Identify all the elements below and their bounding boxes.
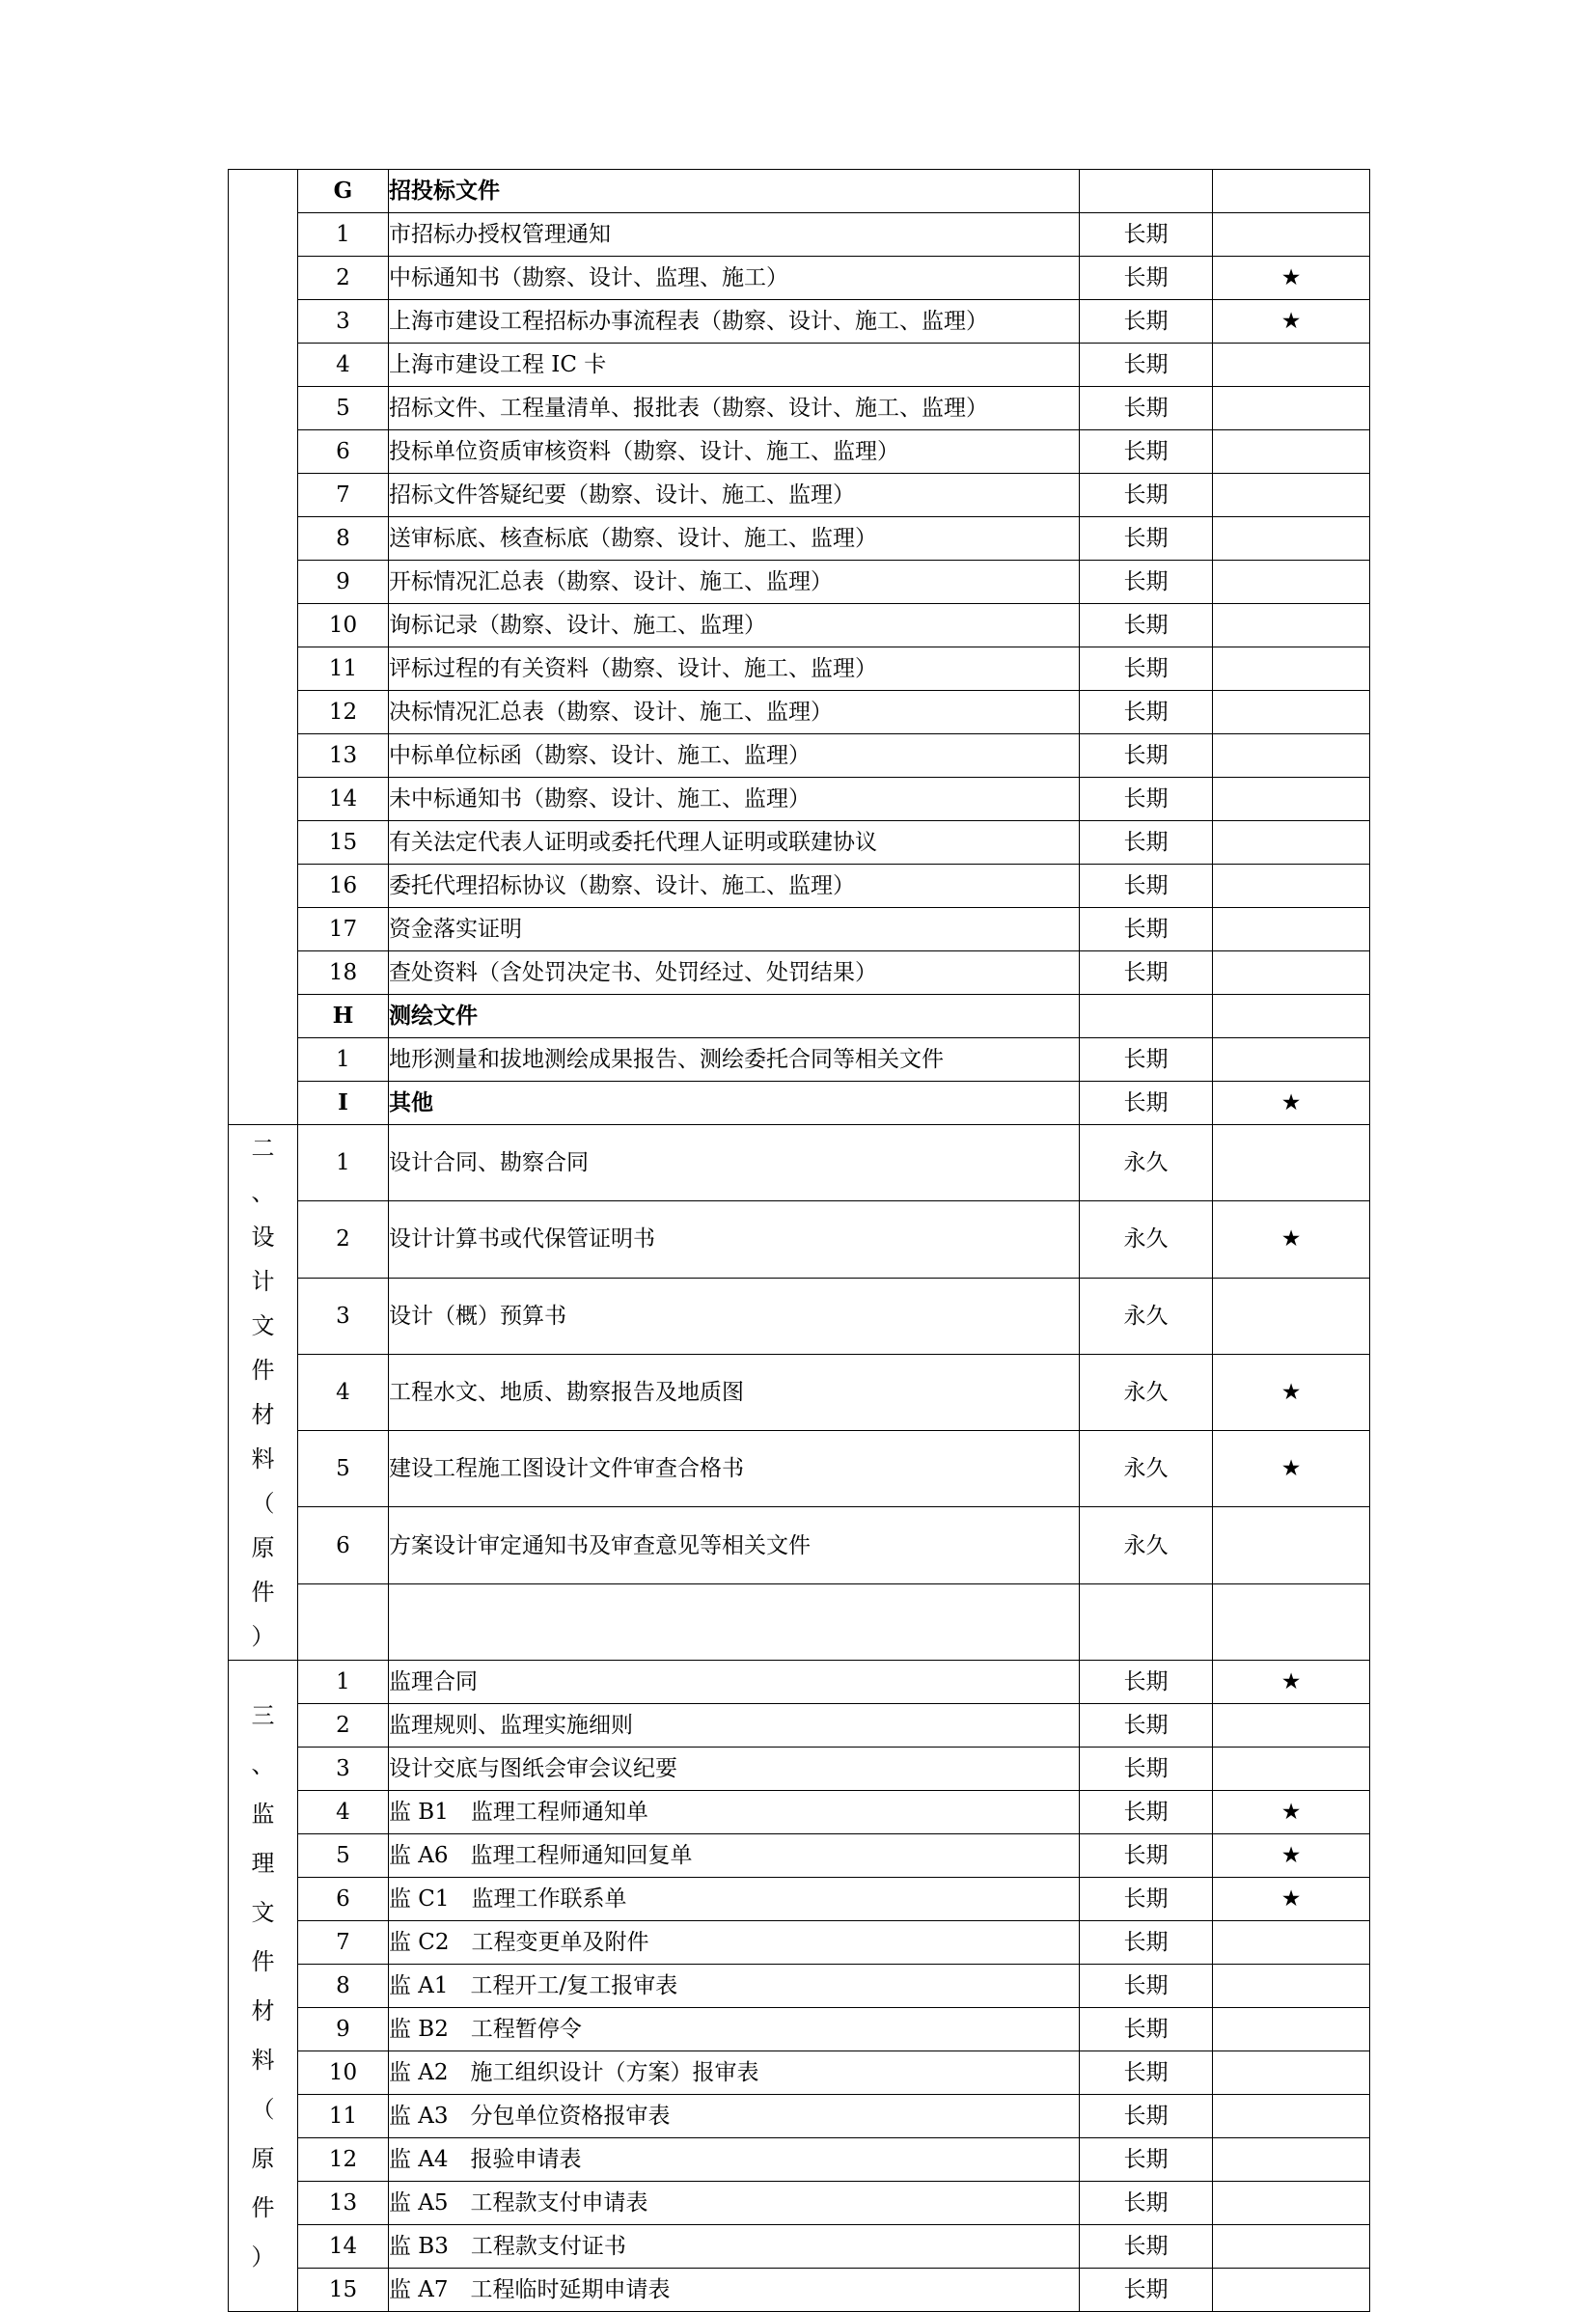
key-mark <box>1213 2138 1370 2182</box>
item-title: 监理合同 <box>389 1661 1080 1704</box>
table-row <box>229 2095 1370 2138</box>
retention-period: 长期 <box>1080 2269 1213 2312</box>
item-title: 工程水文、地质、勘察报告及地质图 <box>389 1354 1080 1430</box>
item-number: 5 <box>298 1834 389 1878</box>
table-row <box>229 1507 1370 1583</box>
key-mark <box>1213 387 1370 430</box>
item-title: 设计计算书或代保管证明书 <box>389 1201 1080 1278</box>
section-label-cell <box>229 1661 298 2312</box>
table-row <box>229 430 1370 474</box>
key-mark <box>1213 517 1370 561</box>
retention-period: 长期 <box>1080 1921 1213 1965</box>
retention-period: 长期 <box>1080 1704 1213 1748</box>
table-row <box>229 2269 1370 2312</box>
item-title: 测绘文件 <box>389 995 1080 1038</box>
key-mark <box>1213 2269 1370 2312</box>
key-mark: ★ <box>1213 1791 1370 1834</box>
retention-period: 长期 <box>1080 1791 1213 1834</box>
retention-period: 长期 <box>1080 1834 1213 1878</box>
key-mark <box>1213 213 1370 257</box>
retention-period: 长期 <box>1080 1661 1213 1704</box>
retention-period: 长期 <box>1080 474 1213 517</box>
section-label: 二 、 设 计 文 件 材 料 （ 原 件 ） <box>251 1135 275 1650</box>
table-row <box>229 1748 1370 1791</box>
retention-period: 长期 <box>1080 2138 1213 2182</box>
key-mark <box>1213 170 1370 213</box>
item-title: 地形测量和拔地测绘成果报告、测绘委托合同等相关文件 <box>389 1038 1080 1082</box>
item-number: 18 <box>298 951 389 995</box>
item-title: 监 A6 监理工程师通知回复单 <box>389 1834 1080 1878</box>
retention-period: 永久 <box>1080 1431 1213 1507</box>
key-mark: ★ <box>1213 1201 1370 1278</box>
item-title: 招投标文件 <box>389 170 1080 213</box>
group-header-row <box>229 995 1370 1038</box>
item-title: 监 A3 分包单位资格报审表 <box>389 2095 1080 2138</box>
item-number: 11 <box>298 2095 389 2138</box>
item-number: 4 <box>298 344 389 387</box>
retention-period: 长期 <box>1080 344 1213 387</box>
retention-period: 长期 <box>1080 821 1213 865</box>
item-title: 决标情况汇总表（勘察、设计、施工、监理） <box>389 691 1080 734</box>
item-number: 12 <box>298 2138 389 2182</box>
retention-period: 永久 <box>1080 1201 1213 1278</box>
item-number: G <box>298 170 389 213</box>
item-number: 11 <box>298 647 389 691</box>
retention-period: 长期 <box>1080 1748 1213 1791</box>
table-row <box>229 1791 1370 1834</box>
table-row <box>229 865 1370 908</box>
item-number: 6 <box>298 430 389 474</box>
table-row <box>229 2182 1370 2225</box>
key-mark <box>1213 1704 1370 1748</box>
item-number: 6 <box>298 1507 389 1583</box>
retention-period: 永久 <box>1080 1507 1213 1583</box>
item-title: 监 B3 工程款支付证书 <box>389 2225 1080 2269</box>
item-title: 委托代理招标协议（勘察、设计、施工、监理） <box>389 865 1080 908</box>
item-number: 4 <box>298 1791 389 1834</box>
key-mark <box>1213 604 1370 647</box>
item-title <box>389 1583 1080 1660</box>
section-label: 三 、 监 理 文 件 材 料 （ 原 件 ） <box>251 1701 275 2271</box>
item-title: 方案设计审定通知书及审查意见等相关文件 <box>389 1507 1080 1583</box>
table-row <box>229 1834 1370 1878</box>
item-title: 设计（概）预算书 <box>389 1278 1080 1354</box>
table-row <box>229 561 1370 604</box>
item-title: 招标文件答疑纪要（勘察、设计、施工、监理） <box>389 474 1080 517</box>
table-row <box>229 1354 1370 1430</box>
item-number: 7 <box>298 474 389 517</box>
item-number: I <box>298 1082 389 1125</box>
item-number: 5 <box>298 1431 389 1507</box>
item-title: 监 B1 监理工程师通知单 <box>389 1791 1080 1834</box>
key-mark <box>1213 734 1370 778</box>
item-number: 8 <box>298 517 389 561</box>
item-title: 监 A1 工程开工/复工报审表 <box>389 1965 1080 2008</box>
item-number: 3 <box>298 300 389 344</box>
table-row <box>229 1704 1370 1748</box>
item-number: 9 <box>298 2008 389 2051</box>
key-mark <box>1213 1507 1370 1583</box>
item-number: 3 <box>298 1748 389 1791</box>
retention-period: 长期 <box>1080 734 1213 778</box>
item-title: 询标记录（勘察、设计、施工、监理） <box>389 604 1080 647</box>
item-title: 评标过程的有关资料（勘察、设计、施工、监理） <box>389 647 1080 691</box>
key-mark: ★ <box>1213 1431 1370 1507</box>
key-mark <box>1213 951 1370 995</box>
table-row <box>229 1878 1370 1921</box>
retention-period: 长期 <box>1080 778 1213 821</box>
table-row <box>229 2051 1370 2095</box>
item-title: 建设工程施工图设计文件审查合格书 <box>389 1431 1080 1507</box>
item-title: 上海市建设工程 IC 卡 <box>389 344 1080 387</box>
key-mark <box>1213 2182 1370 2225</box>
retention-period: 长期 <box>1080 257 1213 300</box>
item-title: 监理规则、监理实施细则 <box>389 1704 1080 1748</box>
key-mark <box>1213 2225 1370 2269</box>
table-row <box>229 604 1370 647</box>
retention-period: 永久 <box>1080 1278 1213 1354</box>
table-row <box>229 734 1370 778</box>
retention-period: 长期 <box>1080 604 1213 647</box>
table-row <box>229 517 1370 561</box>
item-number: 9 <box>298 561 389 604</box>
table-row <box>229 1201 1370 1278</box>
item-title: 中标单位标函（勘察、设计、施工、监理） <box>389 734 1080 778</box>
key-mark <box>1213 821 1370 865</box>
item-title: 中标通知书（勘察、设计、监理、施工） <box>389 257 1080 300</box>
table-row <box>229 300 1370 344</box>
retention-period: 永久 <box>1080 1354 1213 1430</box>
key-mark: ★ <box>1213 300 1370 344</box>
retention-period: 长期 <box>1080 213 1213 257</box>
item-title: 监 C1 监理工作联系单 <box>389 1878 1080 1921</box>
item-number: 4 <box>298 1354 389 1430</box>
table-row <box>229 213 1370 257</box>
item-number: 14 <box>298 2225 389 2269</box>
retention-period <box>1080 1583 1213 1660</box>
retention-period: 长期 <box>1080 561 1213 604</box>
item-number: 13 <box>298 2182 389 2225</box>
item-title: 投标单位资质审核资料（勘察、设计、施工、监理） <box>389 430 1080 474</box>
key-mark: ★ <box>1213 1878 1370 1921</box>
key-mark <box>1213 778 1370 821</box>
item-number: 16 <box>298 865 389 908</box>
key-mark: ★ <box>1213 1082 1370 1125</box>
retention-period: 长期 <box>1080 1965 1213 2008</box>
retention-period: 长期 <box>1080 865 1213 908</box>
table-row <box>229 1965 1370 2008</box>
table-row <box>229 1038 1370 1082</box>
table-row <box>229 1431 1370 1507</box>
table-row <box>229 951 1370 995</box>
key-mark <box>1213 561 1370 604</box>
table-row <box>229 908 1370 951</box>
table-row <box>229 2008 1370 2051</box>
table-body <box>229 170 1370 2312</box>
table-row <box>229 1278 1370 1354</box>
key-mark: ★ <box>1213 1834 1370 1878</box>
item-number <box>298 1583 389 1660</box>
table-row <box>229 344 1370 387</box>
retention-period: 长期 <box>1080 647 1213 691</box>
item-title: 有关法定代表人证明或委托代理人证明或联建协议 <box>389 821 1080 865</box>
item-title: 上海市建设工程招标办事流程表（勘察、设计、施工、监理） <box>389 300 1080 344</box>
table-row <box>229 257 1370 300</box>
item-number: 3 <box>298 1278 389 1354</box>
table-row <box>229 387 1370 430</box>
item-title: 其他 <box>389 1082 1080 1125</box>
retention-period: 长期 <box>1080 2051 1213 2095</box>
archive-list-table <box>228 169 1370 2312</box>
key-mark <box>1213 430 1370 474</box>
item-number: H <box>298 995 389 1038</box>
item-title: 招标文件、工程量清单、报批表（勘察、设计、施工、监理） <box>389 387 1080 430</box>
key-mark <box>1213 1965 1370 2008</box>
item-number: 7 <box>298 1921 389 1965</box>
item-number: 13 <box>298 734 389 778</box>
item-number: 6 <box>298 1878 389 1921</box>
item-number: 15 <box>298 2269 389 2312</box>
key-mark <box>1213 691 1370 734</box>
key-mark: ★ <box>1213 1661 1370 1704</box>
item-number: 12 <box>298 691 389 734</box>
key-mark <box>1213 1748 1370 1791</box>
item-title: 设计交底与图纸会审会议纪要 <box>389 1748 1080 1791</box>
table-row <box>229 1921 1370 1965</box>
retention-period: 长期 <box>1080 300 1213 344</box>
retention-period: 长期 <box>1080 517 1213 561</box>
item-number: 2 <box>298 1201 389 1278</box>
retention-period: 长期 <box>1080 1082 1213 1125</box>
item-number: 2 <box>298 1704 389 1748</box>
retention-period: 长期 <box>1080 1878 1213 1921</box>
retention-period: 长期 <box>1080 430 1213 474</box>
retention-period: 永久 <box>1080 1125 1213 1201</box>
key-mark <box>1213 995 1370 1038</box>
item-number: 2 <box>298 257 389 300</box>
item-number: 14 <box>298 778 389 821</box>
item-number: 15 <box>298 821 389 865</box>
key-mark <box>1213 344 1370 387</box>
retention-period: 长期 <box>1080 2008 1213 2051</box>
table-row <box>229 1583 1370 1660</box>
item-title: 监 A7 工程临时延期申请表 <box>389 2269 1080 2312</box>
item-title: 监 C2 工程变更单及附件 <box>389 1921 1080 1965</box>
item-title: 市招标办授权管理通知 <box>389 213 1080 257</box>
item-title: 设计合同、勘察合同 <box>389 1125 1080 1201</box>
item-number: 10 <box>298 604 389 647</box>
item-number: 5 <box>298 387 389 430</box>
item-title: 资金落实证明 <box>389 908 1080 951</box>
key-mark <box>1213 2008 1370 2051</box>
item-title: 查处资料（含处罚决定书、处罚经过、处罚结果） <box>389 951 1080 995</box>
key-mark <box>1213 2051 1370 2095</box>
item-title: 送审标底、核查标底（勘察、设计、施工、监理） <box>389 517 1080 561</box>
table-row <box>229 821 1370 865</box>
retention-period: 长期 <box>1080 908 1213 951</box>
item-number: 8 <box>298 1965 389 2008</box>
key-mark <box>1213 1278 1370 1354</box>
key-mark <box>1213 1921 1370 1965</box>
item-number: 1 <box>298 1661 389 1704</box>
group-header-row <box>229 1082 1370 1125</box>
table-row <box>229 2138 1370 2182</box>
retention-period: 长期 <box>1080 1038 1213 1082</box>
key-mark <box>1213 1125 1370 1201</box>
retention-period: 长期 <box>1080 951 1213 995</box>
key-mark <box>1213 474 1370 517</box>
group-header-row <box>229 170 1370 213</box>
section-label-cell <box>229 170 298 1125</box>
retention-period <box>1080 170 1213 213</box>
key-mark <box>1213 1583 1370 1660</box>
item-number: 10 <box>298 2051 389 2095</box>
retention-period: 长期 <box>1080 2225 1213 2269</box>
key-mark <box>1213 865 1370 908</box>
item-number: 1 <box>298 213 389 257</box>
key-mark <box>1213 908 1370 951</box>
retention-period: 长期 <box>1080 2182 1213 2225</box>
item-title: 未中标通知书（勘察、设计、施工、监理） <box>389 778 1080 821</box>
table-row <box>229 691 1370 734</box>
table-row <box>229 647 1370 691</box>
item-title: 监 A2 施工组织设计（方案）报审表 <box>389 2051 1080 2095</box>
retention-period: 长期 <box>1080 387 1213 430</box>
key-mark: ★ <box>1213 257 1370 300</box>
key-mark: ★ <box>1213 1354 1370 1430</box>
item-title: 监 A4 报验申请表 <box>389 2138 1080 2182</box>
table-row <box>229 2225 1370 2269</box>
item-title: 监 B2 工程暂停令 <box>389 2008 1080 2051</box>
key-mark <box>1213 1038 1370 1082</box>
table-row <box>229 474 1370 517</box>
table-row <box>229 778 1370 821</box>
item-number: 1 <box>298 1038 389 1082</box>
retention-period <box>1080 995 1213 1038</box>
retention-period: 长期 <box>1080 691 1213 734</box>
item-number: 17 <box>298 908 389 951</box>
section-label-cell <box>229 1125 298 1661</box>
key-mark <box>1213 647 1370 691</box>
item-title: 监 A5 工程款支付申请表 <box>389 2182 1080 2225</box>
key-mark <box>1213 2095 1370 2138</box>
item-title: 开标情况汇总表（勘察、设计、施工、监理） <box>389 561 1080 604</box>
retention-period: 长期 <box>1080 2095 1213 2138</box>
table-row <box>229 1125 1370 1201</box>
item-number: 1 <box>298 1125 389 1201</box>
table-row <box>229 1661 1370 1704</box>
